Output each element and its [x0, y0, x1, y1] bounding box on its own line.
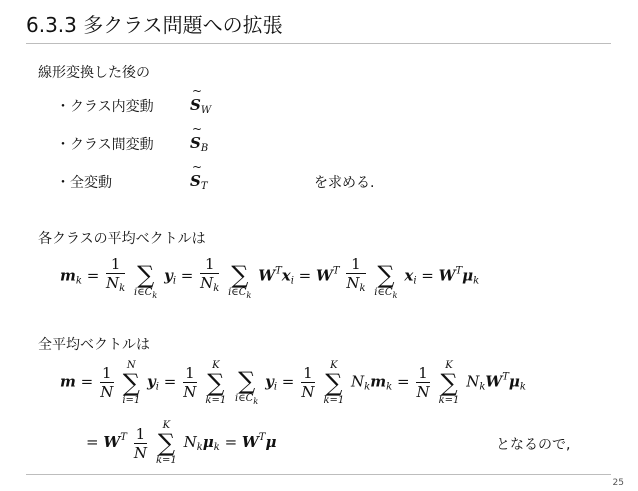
symbol-st: ~ $S_T$ — [190, 172, 208, 192]
footer-divider — [26, 474, 611, 475]
equation-total-mean-cont: = $W^T$ $\frac{1}{N}$ K ∑ k=1 $N_k\mu_k = W^T\mu$ — [86, 420, 277, 466]
slide-title: 6.3.3 多クラス問題への拡張 — [26, 13, 283, 37]
page-number: 25 — [612, 478, 624, 488]
title-divider — [26, 43, 611, 44]
seek-text: を求める. — [314, 175, 375, 191]
intro-text: 線形変換した後の — [38, 65, 150, 81]
ending-text: となるので, — [496, 437, 571, 453]
bullet-between-class: ・クラス間変動 — [56, 137, 154, 153]
section-class-mean: 各クラスの平均ベクトルは — [38, 231, 206, 247]
bullet-total: ・全変動 — [56, 175, 112, 191]
symbol-sw: ~ $S_W$ — [190, 96, 211, 116]
symbol-sb: ~ $S_B$ — [190, 134, 208, 154]
equation-total-mean: m = $\frac{1}{N}$ N ∑ i=1 $y_i$ = $\frac{1}{N}$ K ∑ k=1 ∑ $i\in C_k$ $y_i$ = $\frac{1}{N}$ K ∑ k=1 $N_km_k$ = $\frac{1}{N}$ K ∑ k=1 $N_kW^T\mu_k$ — [60, 359, 526, 406]
bullet-within-class: ・クラス内変動 — [56, 99, 154, 115]
equation-class-mean: $m_k$ = $\frac{1}{N_k}$ ∑ $i\in C_k$ $y_i$ = $\frac{1}{N_k}$ ∑ $i\in C_k$ $W^Tx_i = W^T$ $\frac{1}{N_k}$ ∑ $i\in C_k$ $x_i = W^T\mu_k$ — [60, 255, 480, 300]
section-total-mean: 全平均ベクトルは — [38, 337, 150, 353]
